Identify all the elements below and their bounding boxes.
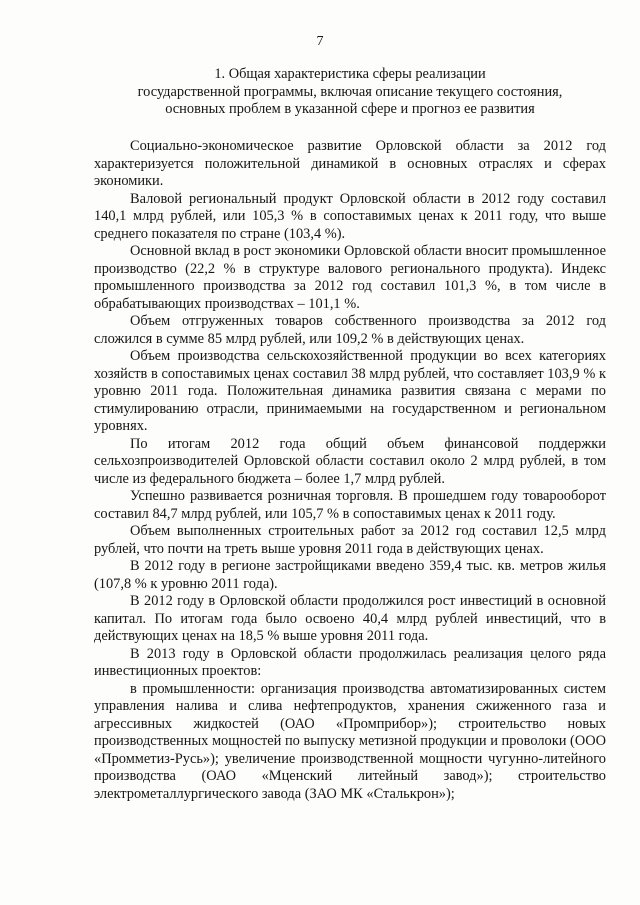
section-heading-line: государственной программы, включая описание текущего состояния, xyxy=(137,83,563,100)
page-number: 7 xyxy=(316,34,324,49)
paragraph: Объем выполненных строительных работ за 2012 год составил 12,5 млрд рублей, что почти на треть выше уровня 2011 года в действующих ценах. xyxy=(94,523,606,557)
section-heading-line: 1. Общая характеристика сферы реализации xyxy=(214,66,486,82)
section-heading xyxy=(95,66,605,119)
paragraph: Объем отгруженных товаров собственного производства за 2012 год сложился в сумме 85 млрд рублей, или 109,2 % в действующих ценах. xyxy=(94,313,606,347)
list-item: в промышленности: организация производства автоматизированных систем управления налива и слива нефтепродуктов, хранения сжиженного газа и агрессивных жидкостей (ОАО «Промприбор»); строительство новых производственных мощностей по выпуску метизной продукции и проволоки (ООО «Промметиз-Русь»); увеличение производственной мощности чугунно-литейного производства (ОАО «Мценский литейный завод»); строительство электрометаллургического завода (ЗАО МК «Сталькрон»); xyxy=(94,680,606,802)
paragraph: В 2013 году в Орловской области продолжилась реализация целого ряда инвестиционных проектов: xyxy=(94,645,606,679)
paragraph: В 2012 году в регионе застройщиками введено 359,4 тыс. кв. метров жилья (107,8 % к уровню 2011 года). xyxy=(94,558,606,592)
paragraph: Валовой региональный продукт Орловской области в 2012 году составил 140,1 млрд рублей, или 105,3 % в сопоставимых ценах к 2011 году, что выше среднего показателя по стране (103,4 %). xyxy=(94,190,606,242)
paragraph: Объем производства сельскохозяйственной продукции во всех категориях хозяйств в сопоставимых ценах составил 38 млрд рублей, что составляет 103,9 % к уровню 2011 года. Положительная динамика развития связана с мерами по стимулированию отрасли, принимаемыми на государственном и региональном уровнях. xyxy=(94,348,606,434)
document-body xyxy=(94,138,606,803)
section-heading-line: основных проблем в указанной сфере и прогноз ее развития xyxy=(165,101,535,117)
paragraph: В 2012 году в Орловской области продолжился рост инвестиций в основной капитал. По итогам года было освоено 40,4 млрд рублей инвестиций, что в действующих ценах на 18,5 % выше уровня 2011 года. xyxy=(94,593,606,644)
paragraph: Успешно развивается розничная торговля. В прошедшем году товарооборот составил 84,7 млрд рублей, или 105,7 % в сопоставимых ценах к 2011 году. xyxy=(94,488,606,522)
paragraph: По итогам 2012 года общий объем финансовой поддержки сельхозпроизводителей Орловской области составил около 2 млрд рублей, в том числе из федерального бюджета – более 1,7 млрд рублей. xyxy=(94,435,606,487)
paragraph: Социально-экономическое развитие Орловской области за 2012 год характеризуется положительной динамикой в основных отраслях и сферах экономики. xyxy=(94,138,606,189)
paragraph: Основной вклад в рост экономики Орловской области вносит промышленное производство (22,2 % в структуре валового регионального продукта). Индекс промышленного производства за 2012 год составил 101,3 %, в том числе в обрабатывающих производствах – 101,1 %. xyxy=(94,243,606,312)
